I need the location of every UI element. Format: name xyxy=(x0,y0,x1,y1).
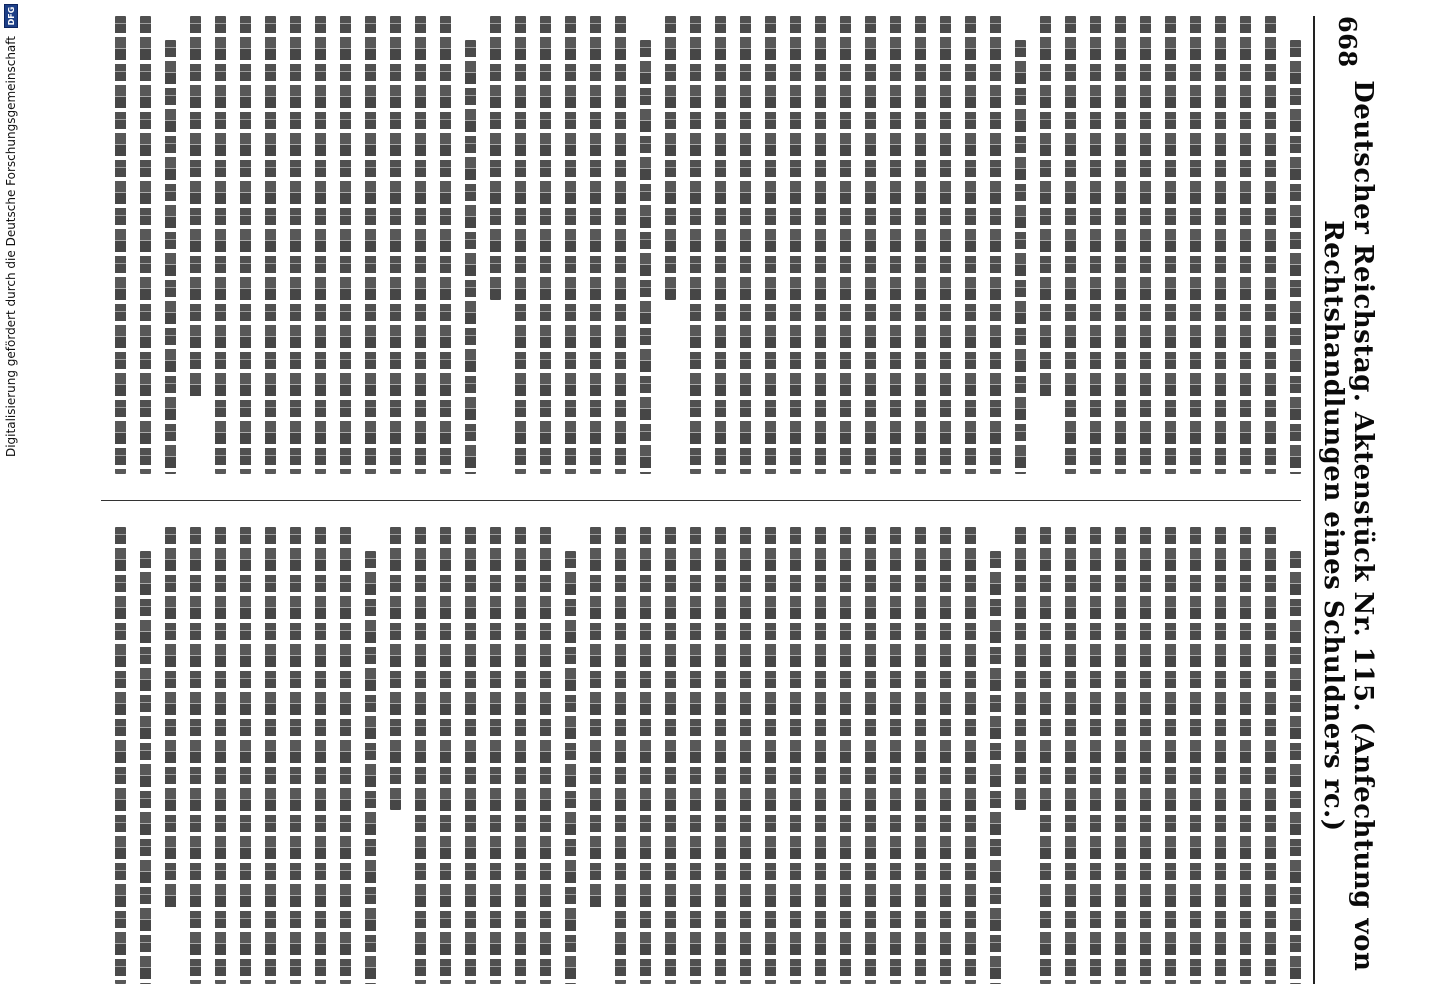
text-line xyxy=(1265,527,1276,985)
text-line xyxy=(440,16,451,474)
text-line xyxy=(215,527,226,985)
text-line xyxy=(1290,40,1301,474)
text-line xyxy=(640,527,651,985)
text-line xyxy=(565,16,576,474)
text-line xyxy=(565,551,576,985)
text-line xyxy=(1065,527,1076,985)
text-line xyxy=(890,16,901,474)
text-line xyxy=(990,551,1001,985)
text-line xyxy=(365,16,376,474)
text-line xyxy=(915,16,926,474)
text-line xyxy=(840,527,851,985)
text-line xyxy=(490,16,501,300)
text-line xyxy=(965,16,976,474)
text-line xyxy=(665,527,676,985)
text-line xyxy=(115,16,126,474)
text-line xyxy=(340,527,351,985)
text-line xyxy=(365,551,376,985)
text-line xyxy=(1190,16,1201,474)
text-line xyxy=(815,527,826,985)
text-line xyxy=(1290,551,1301,985)
text-line xyxy=(340,16,351,474)
paragraph xyxy=(101,16,176,474)
text-line xyxy=(1240,16,1251,474)
paragraph xyxy=(1040,16,1301,474)
text-line xyxy=(640,40,651,474)
text-line xyxy=(865,16,876,474)
text-line xyxy=(1140,527,1151,985)
text-line xyxy=(515,16,526,474)
text-line xyxy=(615,527,626,985)
digitization-note xyxy=(0,0,22,1000)
text-line xyxy=(1240,527,1251,985)
text-line xyxy=(890,527,901,985)
page-title: Deutscher Reichstag. Aktenstück Nr. 115. (Anfechtung von Rechtshandlungen eines Schuldners rc.) xyxy=(1318,80,1378,972)
text-line xyxy=(740,16,751,474)
text-line xyxy=(815,16,826,474)
text-line xyxy=(190,16,201,400)
column-right xyxy=(101,527,1301,985)
text-line xyxy=(240,16,251,474)
text-line xyxy=(440,527,451,985)
text-line xyxy=(390,16,401,474)
text-line xyxy=(1140,16,1151,474)
text-line xyxy=(590,16,601,474)
digitization-text: Digitalisierung gefördert durch die Deutsche Forschungsgemeinschaft xyxy=(4,36,18,458)
column-left xyxy=(101,16,1301,474)
text-line xyxy=(665,16,676,300)
text-line xyxy=(240,527,251,985)
text-line xyxy=(740,527,751,985)
text-line xyxy=(315,527,326,985)
text-line xyxy=(1165,16,1176,474)
text-line xyxy=(1065,16,1076,474)
text-line xyxy=(1040,527,1051,985)
text-line xyxy=(115,527,126,985)
column-divider xyxy=(101,500,1301,501)
text-line xyxy=(265,527,276,985)
text-line xyxy=(840,16,851,474)
page-header xyxy=(1313,16,1381,984)
text-line xyxy=(390,527,401,811)
text-line xyxy=(290,527,301,985)
text-line xyxy=(290,16,301,474)
page-number: 668 xyxy=(1333,16,1363,68)
paragraph xyxy=(590,527,1001,985)
text-line xyxy=(1090,527,1101,985)
text-line xyxy=(1190,527,1201,985)
paragraph xyxy=(190,16,476,474)
text-line xyxy=(990,16,1001,474)
text-line xyxy=(1015,527,1026,811)
text-line xyxy=(790,16,801,474)
text-line xyxy=(1265,16,1276,474)
paragraph xyxy=(390,527,576,985)
paragraph xyxy=(165,527,376,985)
text-line xyxy=(215,16,226,474)
text-line xyxy=(540,527,551,985)
text-columns xyxy=(101,16,1301,984)
text-line xyxy=(140,551,151,985)
text-line xyxy=(1215,527,1226,985)
text-line xyxy=(715,16,726,474)
text-line xyxy=(140,16,151,474)
text-line xyxy=(1015,40,1026,474)
text-line xyxy=(540,16,551,474)
text-line xyxy=(615,16,626,474)
text-line xyxy=(590,527,601,911)
text-line xyxy=(465,40,476,474)
text-line xyxy=(415,527,426,985)
text-line xyxy=(940,16,951,474)
text-line xyxy=(915,527,926,985)
paragraph xyxy=(101,527,151,985)
text-line xyxy=(765,16,776,474)
text-line xyxy=(515,527,526,985)
text-line xyxy=(1090,16,1101,474)
dfg-logo: DFG xyxy=(4,4,18,28)
text-line xyxy=(490,527,501,985)
text-line xyxy=(715,527,726,985)
text-line xyxy=(690,16,701,474)
text-line xyxy=(865,527,876,985)
text-line xyxy=(1115,16,1126,474)
text-line xyxy=(1115,527,1126,985)
document-page xyxy=(81,0,1381,1000)
paragraph xyxy=(490,16,651,474)
text-line xyxy=(690,527,701,985)
text-line xyxy=(165,527,176,911)
text-line xyxy=(1215,16,1226,474)
text-line xyxy=(940,527,951,985)
paragraph xyxy=(1015,527,1301,985)
text-line xyxy=(190,527,201,985)
text-line xyxy=(790,527,801,985)
text-line xyxy=(415,16,426,474)
text-line xyxy=(165,40,176,474)
text-line xyxy=(465,527,476,985)
text-line xyxy=(1165,527,1176,985)
text-line xyxy=(265,16,276,474)
text-line xyxy=(765,527,776,985)
text-line xyxy=(965,527,976,985)
text-line xyxy=(315,16,326,474)
paragraph xyxy=(665,16,1026,474)
text-line xyxy=(1040,16,1051,400)
